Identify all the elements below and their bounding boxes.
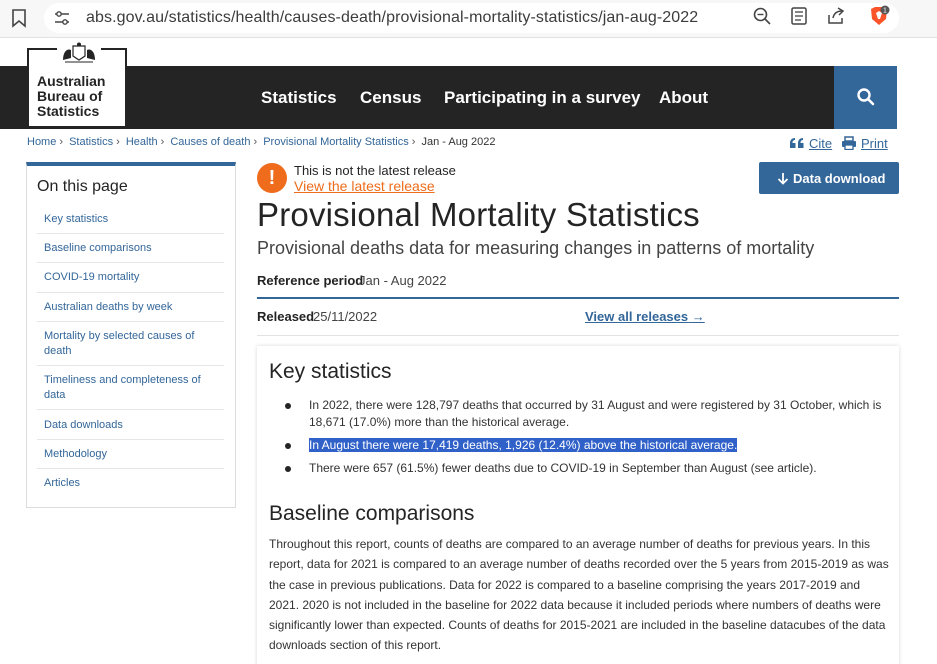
print-icon[interactable] — [841, 136, 857, 150]
zoom-icon[interactable] — [752, 6, 772, 26]
quote-icon[interactable] — [789, 137, 805, 149]
sidebar-item-timeliness[interactable]: Timeliness and completeness of data — [44, 374, 201, 401]
page-subtitle: Provisional deaths data for measuring changes in patterns of mortality — [257, 238, 815, 258]
sidebar-divider — [37, 292, 224, 293]
sidebar-divider — [37, 233, 224, 234]
sidebar-item-key-statistics[interactable]: Key statistics — [44, 213, 109, 225]
print-link[interactable]: Print — [861, 136, 888, 151]
key-statistics-heading: Key statistics — [269, 360, 392, 383]
released-value: 25/11/2022 — [313, 309, 378, 324]
meta-divider — [257, 335, 899, 336]
bookmark-icon[interactable] — [10, 8, 28, 28]
warning-icon: ! — [257, 163, 287, 193]
nav-statistics[interactable]: Statistics — [261, 88, 337, 107]
data-download-label: Data download — [793, 171, 886, 186]
sidebar-item-articles[interactable]: Articles — [44, 477, 81, 489]
arrow-down-icon — [777, 172, 789, 185]
data-download-button[interactable] — [759, 162, 899, 194]
breadcrumb-current: Jan - Aug 2022 — [421, 136, 496, 148]
url-text: abs.gov.au/statistics/health/causes-death/provisional-mortality-statistics/jan-aug-2022 — [86, 9, 699, 26]
site-info-icon[interactable] — [53, 10, 71, 26]
nav-about[interactable]: About — [659, 88, 709, 107]
header-rule — [257, 297, 899, 299]
coat-of-arms-icon — [57, 42, 101, 64]
key-statistic-item — [309, 437, 889, 454]
view-latest-release-link[interactable]: View the latest release — [294, 178, 435, 194]
sidebar-title: On this page — [37, 178, 128, 195]
abs-logo[interactable] — [27, 48, 127, 128]
breadcrumb-health[interactable]: Health — [125, 136, 158, 148]
breadcrumb-home[interactable]: Home — [27, 136, 57, 148]
breadcrumb-statistics[interactable]: Statistics — [69, 136, 114, 148]
arrow-right-icon: → — [691, 309, 705, 324]
bullet-dot — [285, 466, 291, 472]
view-all-releases-label: View all releases — [585, 309, 689, 324]
key-statistic-item: In 2022, there were 128,797 deaths that occurred by 31 August and were registered by 31 October, which is 18,671 (17.0%) more than the historical average. — [309, 398, 882, 429]
sidebar-item-mortality-by-cause[interactable]: Mortality by selected causes of death — [44, 330, 195, 357]
breadcrumb-causes-of-death[interactable]: Causes of death — [170, 136, 251, 148]
on-this-page-sidebar — [26, 162, 236, 508]
sidebar-item-methodology[interactable]: Methodology — [44, 448, 107, 460]
bullet-dot — [285, 443, 291, 449]
released-label: Released — [257, 309, 315, 324]
browser-address-bar — [0, 0, 937, 38]
not-latest-notice: This is not the latest release — [294, 163, 456, 178]
breadcrumb: Home › Statistics › Health › Causes of death › Provisional Mortality Statistics › Jan - Aug 2022 — [27, 136, 496, 148]
sidebar-divider — [37, 262, 224, 263]
brave-shield-icon[interactable] — [868, 5, 890, 27]
sidebar-divider — [37, 321, 224, 322]
sidebar-item-deaths-by-week[interactable]: Australian deaths by week — [44, 301, 173, 313]
nav-participating-in-a-survey[interactable]: Participating in a survey — [444, 88, 641, 107]
baseline-comparisons-heading: Baseline comparisons — [269, 502, 475, 525]
view-all-releases-link[interactable] — [585, 309, 705, 324]
breadcrumb-provisional-mortality[interactable]: Provisional Mortality Statistics — [263, 136, 409, 148]
search-icon — [856, 87, 876, 107]
reference-period-value: Jan - Aug 2022 — [359, 273, 447, 288]
key-statistic-item: There were 657 (61.5%) fewer deaths due to COVID-19 in September than August (see article). — [309, 461, 817, 475]
sidebar-item-data-downloads[interactable]: Data downloads — [44, 419, 123, 431]
baseline-paragraph: Throughout this report, counts of deaths are compared to an average number of deaths for previous years. In this report, data for 2021 is compared to an average number of deaths recorded over the 5 years from 2015-2019 as was the case in previous publications. Data for 2022 is compared to a baseline comprising the years 2017-2019 and 2021. 2020 is not included in the baseline for 2022 data because it included periods where numbers of deaths were significantly lower than expected. Counts of deaths for 2015-2021 are included in the baseline datacubes of the data downloads section of this report. — [269, 537, 889, 653]
logo-wordmark: Australian Bureau of Statistics — [37, 73, 106, 119]
content-card — [257, 346, 899, 664]
shield-badge-count: 1 — [883, 7, 887, 15]
sidebar-divider — [37, 439, 224, 440]
sidebar-item-baseline-comparisons[interactable]: Baseline comparisons — [44, 242, 152, 254]
sidebar-divider — [37, 468, 224, 469]
search-button[interactable] — [834, 66, 897, 129]
reference-period-label: Reference period — [257, 273, 364, 288]
cite-link[interactable]: Cite — [809, 136, 833, 151]
sidebar-item-covid-19-mortality[interactable]: COVID-19 mortality — [44, 271, 140, 283]
selected-text: In August there were 17,419 deaths, 1,926 (12.4%) above the historical average. — [309, 438, 738, 452]
page-title: Provisional Mortality Statistics — [257, 196, 700, 233]
reader-view-icon[interactable] — [789, 6, 809, 26]
bullet-dot — [285, 403, 291, 409]
sidebar-divider — [37, 365, 224, 366]
nav-census[interactable]: Census — [360, 88, 422, 107]
sidebar-divider — [37, 409, 224, 410]
share-icon[interactable] — [826, 6, 846, 26]
